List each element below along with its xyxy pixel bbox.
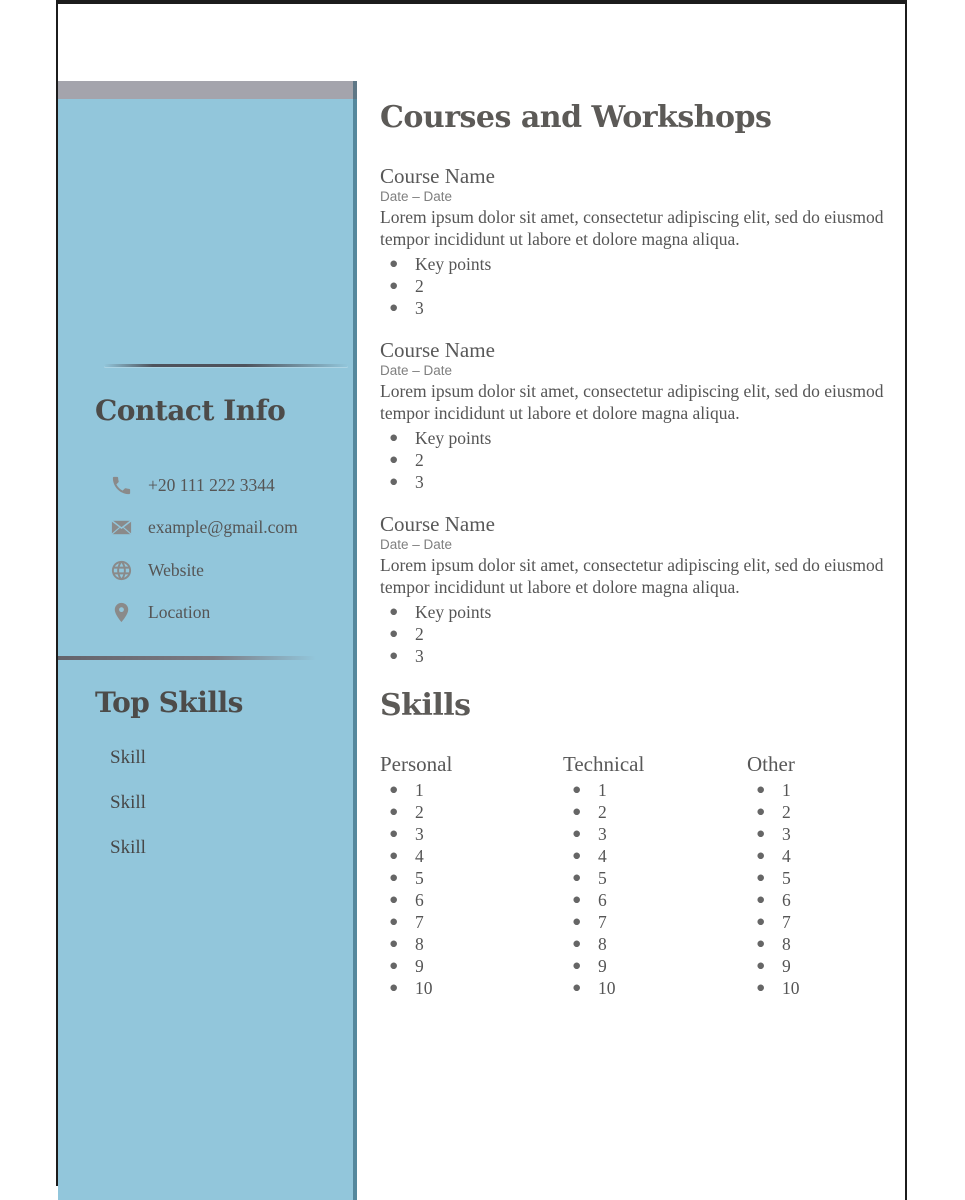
skills-list (563, 779, 733, 999)
course-date: Date – Date (380, 537, 453, 552)
sidebar-divider (58, 656, 316, 660)
skill-list-item: ● 8 (415, 933, 550, 955)
skills-column-other (747, 752, 917, 999)
course-bullet-list (380, 427, 892, 493)
skill-list-item: ● 9 (782, 955, 917, 977)
skills-column-technical (563, 752, 733, 999)
top-skill-item: Skill (110, 747, 146, 768)
top-skills-heading: Top Skills (95, 686, 243, 719)
skills-column-title: Other (747, 752, 795, 776)
skill-list-item: ● 7 (782, 911, 917, 933)
sidebar-right-edge (353, 81, 357, 1200)
sidebar-background (58, 99, 357, 1200)
contact-item-email (110, 514, 298, 540)
course-description: Lorem ipsum dolor sit amet, consectetur adipiscing elit, sed do eiusmod tempor incididunt ut labore et dolore magna aliqua. (380, 207, 884, 249)
skill-list-item: ● 1 (598, 779, 733, 801)
contact-item-website (110, 557, 204, 583)
skill-list-item: ● 7 (598, 911, 733, 933)
skill-list-item: ● 5 (782, 867, 917, 889)
top-skill-item: Skill (110, 792, 146, 813)
top-skill-item: Skill (110, 837, 146, 858)
skill-list-item: ● 10 (598, 977, 733, 999)
course-bullet-list (380, 601, 892, 667)
website-label: Website (148, 559, 204, 580)
skill-list-item: ● 8 (598, 933, 733, 955)
skill-list-item: ● 2 (782, 801, 917, 823)
skill-list-item: ● 10 (782, 977, 917, 999)
course-bullet-list (380, 253, 892, 319)
skill-list-item: ● 4 (598, 845, 733, 867)
skill-list-item: ● 5 (598, 867, 733, 889)
skill-list-item: ● 6 (598, 889, 733, 911)
course-entry (380, 512, 892, 667)
course-name: Course Name (380, 338, 495, 362)
skill-list-item: ● 9 (415, 955, 550, 977)
course-bullet: ● Key points (415, 253, 892, 275)
email-address: example@gmail.com (148, 516, 298, 537)
location-label: Location (148, 601, 211, 622)
skill-list-item: ● 3 (598, 823, 733, 845)
skill-list-item: ● 5 (415, 867, 550, 889)
course-bullet: ● 2 (415, 623, 892, 645)
skills-column-title: Technical (563, 752, 645, 776)
skill-list-item: ● 3 (782, 823, 917, 845)
course-date: Date – Date (380, 189, 453, 204)
page-border-top (56, 0, 907, 4)
sidebar-gray-cap (58, 81, 357, 99)
skill-list-item: ● 2 (415, 801, 550, 823)
course-bullet: ● Key points (415, 601, 892, 623)
location-icon (110, 601, 133, 624)
skill-list-item: ● 2 (598, 801, 733, 823)
skill-list-item: ● 10 (415, 977, 550, 999)
course-bullet: ● 3 (415, 471, 892, 493)
skills-section-heading: Skills (380, 688, 471, 723)
skills-column-personal (380, 752, 550, 999)
skill-list-item: ● 1 (782, 779, 917, 801)
skills-list (380, 779, 550, 999)
course-bullet: ● 2 (415, 449, 892, 471)
skill-list-item: ● 6 (415, 889, 550, 911)
contact-item-location (110, 599, 210, 625)
course-name: Course Name (380, 512, 495, 536)
skill-list-item: ● 4 (782, 845, 917, 867)
course-name: Course Name (380, 164, 495, 188)
mail-icon (110, 516, 133, 539)
course-bullet: ● 3 (415, 297, 892, 319)
page-border-right (905, 0, 907, 1200)
contact-item-phone (110, 472, 275, 498)
sidebar-divider (104, 364, 348, 367)
skill-list-item: ● 4 (415, 845, 550, 867)
skill-list-item: ● 1 (415, 779, 550, 801)
course-date: Date – Date (380, 363, 453, 378)
course-description: Lorem ipsum dolor sit amet, consectetur adipiscing elit, sed do eiusmod tempor incididunt ut labore et dolore magna aliqua. (380, 381, 884, 423)
course-bullet: ● 3 (415, 645, 892, 667)
courses-section-heading: Courses and Workshops (380, 100, 772, 135)
course-bullet: ● 2 (415, 275, 892, 297)
skill-list-item: ● 8 (782, 933, 917, 955)
skill-list-item: ● 6 (782, 889, 917, 911)
skill-list-item: ● 9 (598, 955, 733, 977)
skills-list (747, 779, 917, 999)
course-entry (380, 338, 892, 493)
phone-icon (110, 474, 133, 497)
course-bullet: ● Key points (415, 427, 892, 449)
phone-number: +20 111 222 3344 (148, 474, 275, 495)
skills-column-title: Personal (380, 752, 453, 776)
contact-info-heading: Contact Info (95, 394, 286, 427)
course-entry (380, 164, 892, 319)
globe-icon (110, 559, 133, 582)
skill-list-item: ● 7 (415, 911, 550, 933)
skill-list-item: ● 3 (415, 823, 550, 845)
course-description: Lorem ipsum dolor sit amet, consectetur adipiscing elit, sed do eiusmod tempor incididunt ut labore et dolore magna aliqua. (380, 555, 884, 597)
